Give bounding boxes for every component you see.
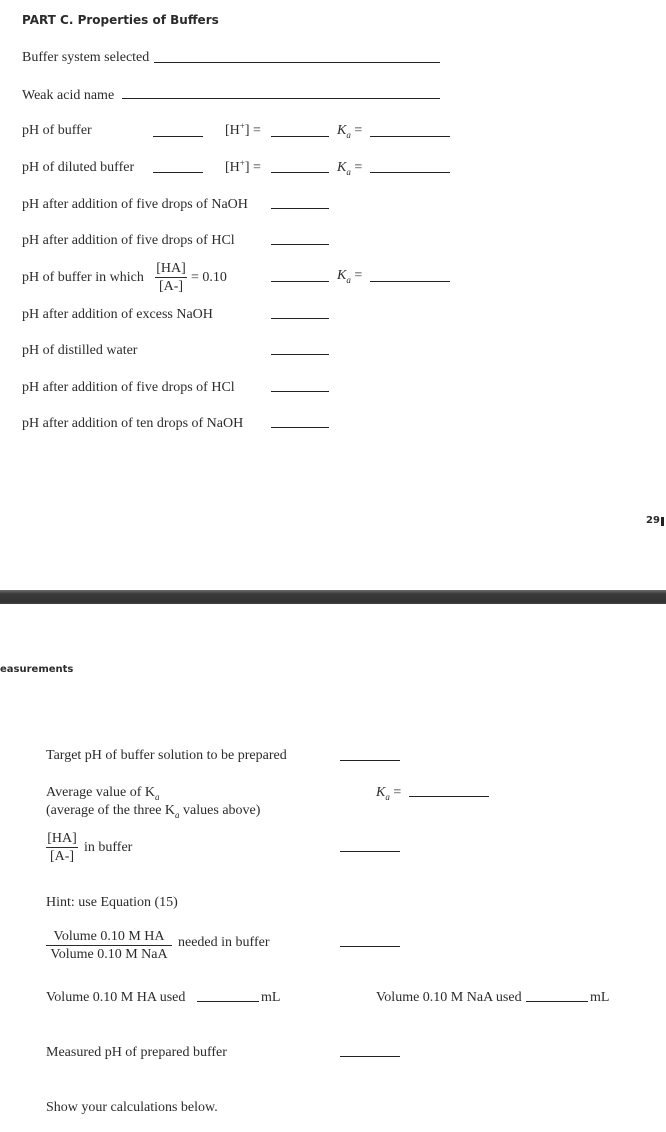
buffer-ratio-denominator: [A-] — [49, 849, 75, 864]
ka-label-3: $K_a$ = — [337, 268, 363, 285]
avg-ka-line1: Average value of $K_a$ — [46, 785, 160, 802]
ratio-denominator: [A-] — [158, 279, 184, 294]
buffer-ratio-fraction — [46, 830, 78, 865]
weak-acid-label: Weak acid name — [22, 88, 115, 103]
hcl-five-label-2: pH after addition of five drops of HCl — [22, 380, 235, 395]
ka-blank-1[interactable] — [370, 136, 450, 137]
h-conc-label-1: [H+] = — [225, 121, 261, 138]
ratio-numerator: [HA] — [156, 261, 186, 276]
volume-ratio-numerator: Volume 0.10 M HA — [46, 928, 172, 946]
naoh-ten-label: pH after addition of ten drops of NaOH — [22, 416, 244, 431]
volume-ratio-fraction — [46, 928, 172, 963]
naoh-five-blank[interactable] — [271, 208, 329, 209]
page-number: 29 — [646, 515, 660, 526]
buffer-system-label: Buffer system selected — [22, 50, 150, 65]
buffer-ratio-numerator: [HA] — [47, 831, 77, 846]
part-c-title: PART C. Properties of Buffers — [22, 13, 219, 27]
naoh-five-label: pH after addition of five drops of NaOH — [22, 197, 248, 212]
excess-naoh-label: pH after addition of excess NaOH — [22, 307, 213, 322]
ha-a-ratio-fraction — [155, 260, 187, 295]
part-d-header: easurements — [0, 664, 74, 675]
ka-blank-3[interactable] — [370, 281, 450, 282]
vol-ha-ml-unit: mL — [261, 990, 281, 1005]
in-buffer-label: in buffer — [84, 840, 133, 855]
page-number-marker — [661, 517, 664, 526]
needed-in-buffer-label: needed in buffer — [178, 935, 270, 950]
vol-ha-used-blank[interactable] — [197, 1001, 259, 1002]
hcl-five-label: pH after addition of five drops of HCl — [22, 233, 235, 248]
naoh-ten-blank[interactable] — [271, 427, 329, 428]
weak-acid-blank[interactable] — [122, 98, 440, 99]
ratio-label: pH of buffer in which — [22, 270, 144, 285]
ph-diluted-blank[interactable] — [153, 172, 203, 173]
ph-diluted-label: pH of diluted buffer — [22, 160, 135, 175]
ka-blank-2[interactable] — [370, 172, 450, 173]
hcl-five-blank[interactable] — [271, 244, 329, 245]
volume-ratio-blank[interactable] — [340, 946, 400, 947]
ph-buffer-label: pH of buffer — [22, 123, 92, 138]
hcl-five-blank-2[interactable] — [271, 391, 329, 392]
h-conc-blank-2[interactable] — [271, 172, 329, 173]
buffer-ratio-blank[interactable] — [340, 851, 400, 852]
measured-ph-blank[interactable] — [340, 1056, 400, 1057]
vol-ha-used-label: Volume 0.10 M HA used — [46, 990, 186, 1005]
distilled-water-label: pH of distilled water — [22, 343, 138, 358]
target-ph-label: Target pH of buffer solution to be prepared — [46, 748, 287, 763]
vol-naa-ml-unit: mL — [590, 990, 610, 1005]
worksheet-page-30 — [0, 604, 666, 1132]
ph-buffer-blank[interactable] — [153, 136, 203, 137]
ratio-ph-blank[interactable] — [271, 281, 329, 282]
measured-ph-label: Measured pH of prepared buffer — [46, 1045, 227, 1060]
hint-text: Hint: use Equation (15) — [46, 895, 178, 910]
avg-ka-label: $K_a$ = — [376, 785, 402, 802]
vol-naa-used-label: Volume 0.10 M NaA used — [376, 990, 522, 1005]
buffer-system-blank[interactable] — [154, 62, 440, 63]
vol-naa-used-blank[interactable] — [526, 1001, 588, 1002]
ratio-value: = 0.10 — [191, 270, 227, 285]
excess-naoh-blank[interactable] — [271, 318, 329, 319]
ka-label-1: $K_a$ = — [337, 123, 363, 140]
h-conc-blank-1[interactable] — [271, 136, 329, 137]
h-conc-label-2: [H+] = — [225, 158, 261, 175]
volume-ratio-denominator: Volume 0.10 M NaA — [50, 947, 168, 962]
avg-ka-line2: (average of the three $K_a$ values above) — [46, 803, 261, 820]
show-calculations-label: Show your calculations below. — [46, 1100, 218, 1115]
distilled-water-blank[interactable] — [271, 354, 329, 355]
avg-ka-blank[interactable] — [409, 796, 489, 797]
ka-label-2: $K_a$ = — [337, 160, 363, 177]
target-ph-blank[interactable] — [340, 760, 400, 761]
